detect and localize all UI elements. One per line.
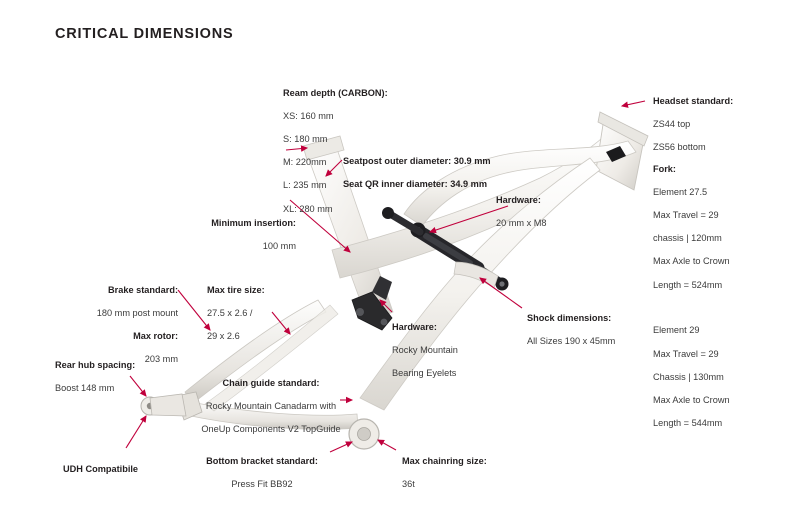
callout-max-chainring-size-line-0: 36t [402, 478, 415, 489]
callout-fork-line-9: Max Axle to Crown [653, 394, 730, 405]
callout-ream-depth-line-0: XS: 160 mm [283, 110, 334, 121]
callout-ream-depth-line-4: XL: 280 mm [283, 203, 333, 214]
callout-seatpost [343, 144, 491, 202]
callout-fork-line-6: Element 29 [653, 325, 700, 336]
callout-fork-line-10: Length = 544mm [653, 418, 723, 429]
callout-headset-standard-line-1: ZS56 bottom [653, 141, 706, 152]
page-title: CRITICAL DIMENSIONS [55, 26, 234, 42]
callout-udh-compatible [63, 452, 138, 487]
callout-seatpost-heading: Seatpost outer diameter: 30.9 mm [343, 155, 491, 166]
callout-headset-standard-heading: Headset standard: [653, 95, 734, 106]
callout-fork-line-7: Max Travel = 29 [653, 348, 719, 359]
callout-headset-standard-line-0: ZS44 top [653, 118, 691, 129]
callout-hardware-lower-line-1: Bearing Eyelets [392, 367, 457, 378]
callout-hardware-upper-line-0: 20 mm x M8 [496, 217, 547, 228]
callout-fork [653, 152, 730, 441]
callout-ream-depth-heading: Ream depth (CARBON): [283, 87, 388, 98]
callout-bottom-bracket-standard-heading: Bottom bracket standard: [206, 455, 318, 466]
callout-ream-depth-line-2: M: 220mm [283, 157, 327, 168]
callout-rear-hub-spacing-heading: Rear hub spacing: [55, 359, 136, 370]
callout-fork-line-3: Max Axle to Crown [653, 256, 730, 267]
callout-hardware-lower [392, 310, 458, 391]
callout-max-tire-size-line-1: 29 x 2.6 [207, 330, 240, 341]
callout-fork-line-8: Chassis | 130mm [653, 371, 724, 382]
callout-fork-line-1: Max Travel = 29 [653, 209, 719, 220]
callout-rear-hub-spacing [55, 348, 135, 406]
callout-chain-guide-standard [196, 366, 346, 447]
callout-hardware-upper-heading: Hardware: [496, 194, 541, 205]
callout-seatpost-line-0: Seat QR inner diameter: 34.9 mm [343, 178, 487, 189]
callout-fork-line-4: Length = 524mm [653, 279, 723, 290]
callout-hardware-lower-line-0: Rocky Mountain [392, 344, 458, 355]
callout-chain-guide-standard-line-1: OneUp Components V2 TopGuide [201, 423, 341, 434]
callout-max-tire-size-heading: Max tire size: [207, 284, 265, 295]
callout-shock-dimensions [527, 301, 615, 359]
callout-chain-guide-standard-line-0: Rocky Mountain Canadarm with [205, 400, 337, 411]
callout-max-rotor-line-0: 203 mm [144, 354, 178, 365]
callout-hardware-upper [496, 183, 547, 241]
callout-minimum-insertion-line-0: 100 mm [262, 240, 296, 251]
callout-chain-guide-standard-heading: Chain guide standard: [222, 377, 320, 388]
callout-bottom-bracket-standard-line-0: Press Fit BB92 [231, 478, 293, 489]
callout-rear-hub-spacing-line-0: Boost 148 mm [55, 382, 115, 393]
callout-bottom-bracket-standard [196, 444, 328, 502]
callout-minimum-insertion-heading: Minimum insertion: [211, 217, 296, 228]
callout-max-chainring-size-heading: Max chainring size: [402, 455, 487, 466]
callout-brake-standard-heading: Brake standard: [108, 284, 178, 295]
callout-fork-heading: Fork: [653, 163, 676, 174]
callout-max-chainring-size [402, 444, 487, 502]
callout-fork-spacer [653, 303, 730, 314]
callout-shock-dimensions-line-0: All Sizes 190 x 45mm [527, 335, 616, 346]
callout-fork-line-2: chassis | 120mm [653, 233, 722, 244]
callout-max-tire-size [207, 273, 265, 354]
callout-brake-standard-line-0: 180 mm post mount [96, 307, 178, 318]
callout-max-tire-size-line-0: 27.5 x 2.6 / [207, 307, 253, 318]
callout-fork-line-0: Element 27.5 [653, 186, 708, 197]
callout-ream-depth-line-1: S: 180 mm [283, 133, 328, 144]
callout-ream-depth-line-3: L: 235 mm [283, 180, 327, 191]
callout-shock-dimensions-heading: Shock dimensions: [527, 312, 612, 323]
callout-udh-compatible-heading: UDH Compatibile [63, 463, 139, 474]
callout-max-rotor-heading: Max rotor: [133, 330, 178, 341]
callout-minimum-insertion [186, 206, 296, 264]
callout-hardware-lower-heading: Hardware: [392, 321, 437, 332]
